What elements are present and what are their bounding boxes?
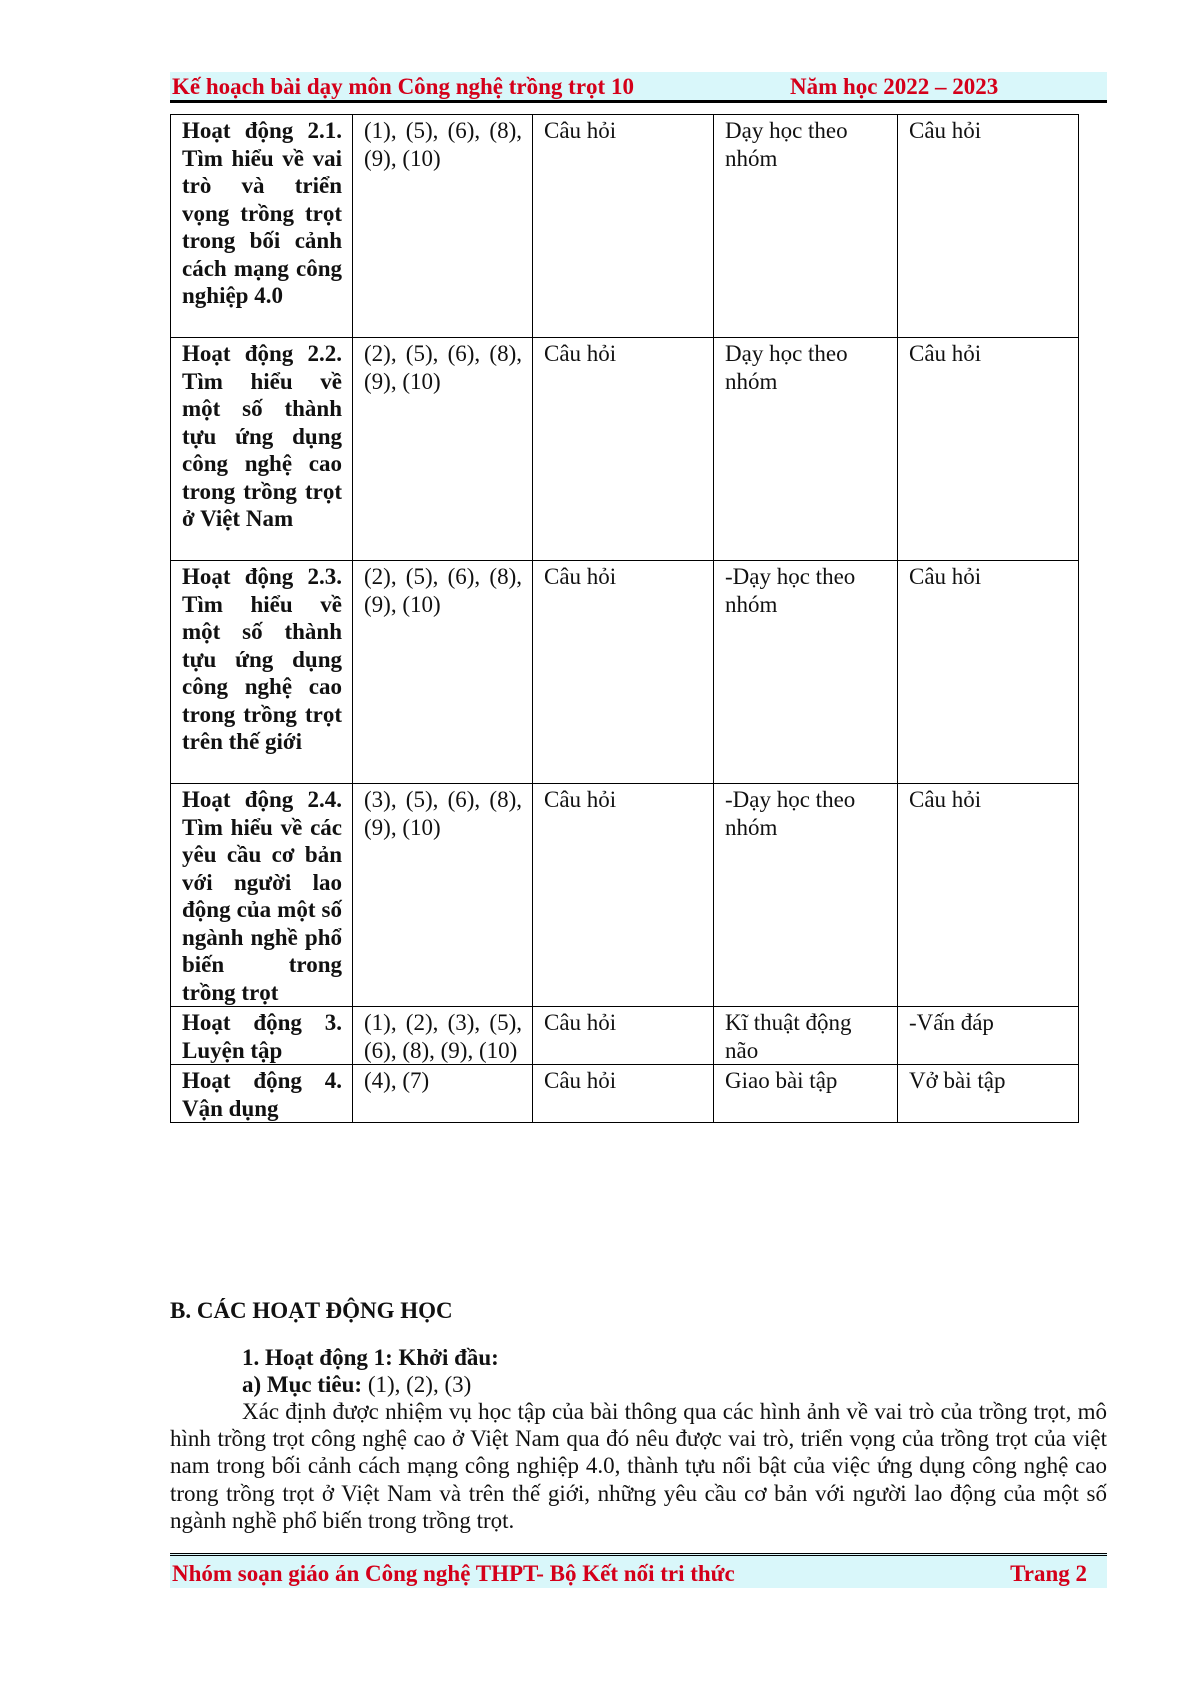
assessment-cell: Câu hỏi (898, 561, 1079, 784)
objectives-cell: (2), (5), (6), (8), (9), (10) (353, 338, 533, 561)
activity-cell: Hoạt động 4. Vận dụng (171, 1065, 353, 1123)
tool-cell: Câu hỏi (533, 115, 714, 338)
goal-line (242, 1372, 471, 1398)
assessment-cell: Vở bài tập (898, 1065, 1079, 1123)
activity-cell: Hoạt động 3. Luyện tập (171, 1007, 353, 1065)
page-header (170, 72, 1107, 103)
method-cell: Giao bài tập (714, 1065, 898, 1123)
activity-cell: Hoạt động 2.4. Tìm hiểu về các yêu cầu cơ bản với người lao động của một số ngành nghề phổ biến trong trồng trọt (171, 784, 353, 1007)
method-cell: Dạy học theo nhóm (714, 338, 898, 561)
tool-cell: Câu hỏi (533, 338, 714, 561)
objectives-cell: (1), (5), (6), (8), (9), (10) (353, 115, 533, 338)
header-school-year: Năm học 2022 – 2023 (790, 74, 999, 99)
goal-label: a) Mục tiêu: (242, 1372, 363, 1397)
assessment-cell: Câu hỏi (898, 784, 1079, 1007)
activity-cell: Hoạt động 2.2. Tìm hiểu về một số thành tựu ứng dụng công nghệ cao trong trồng trọt ở Việt Nam (171, 338, 353, 561)
method-cell: Dạy học theo nhóm (714, 115, 898, 338)
activity-cell: Hoạt động 2.3. Tìm hiểu về một số thành tựu ứng dụng công nghệ cao trong trồng trọt trên thế giới (171, 561, 353, 784)
tool-cell: Câu hỏi (533, 1065, 714, 1123)
table-row (171, 561, 1079, 784)
assessment-cell: Câu hỏi (898, 338, 1079, 561)
page-number: Trang 2 (1010, 1561, 1087, 1586)
assessment-cell: -Vấn đáp (898, 1007, 1079, 1065)
table-row (171, 784, 1079, 1007)
activity-table (170, 114, 1079, 1123)
table-row (171, 1007, 1079, 1065)
page-footer (170, 1553, 1107, 1588)
table-row (171, 115, 1079, 338)
tool-cell: Câu hỏi (533, 561, 714, 784)
method-cell: -Dạy học theo nhóm (714, 784, 898, 1007)
activity-heading: 1. Hoạt động 1: Khởi đầu: (242, 1345, 499, 1370)
footer-group-name: Nhóm soạn giáo án Công nghệ THPT- Bộ Kết nối tri thức (172, 1561, 735, 1586)
table-row (171, 338, 1079, 561)
tool-cell: Câu hỏi (533, 784, 714, 1007)
objectives-cell: (4), (7) (353, 1065, 533, 1123)
method-cell: Kĩ thuật động não (714, 1007, 898, 1065)
activity-cell: Hoạt động 2.1. Tìm hiểu về vai trò và triển vọng trồng trọt trong bối cảnh cách mạng công nghiệp 4.0 (171, 115, 353, 338)
objectives-cell: (1), (2), (3), (5), (6), (8), (9), (10) (353, 1007, 533, 1065)
objectives-cell: (3), (5), (6), (8), (9), (10) (353, 784, 533, 1007)
table-row (171, 1065, 1079, 1123)
method-cell: -Dạy học theo nhóm (714, 561, 898, 784)
goal-value: (1), (2), (3) (362, 1372, 472, 1397)
assessment-cell: Câu hỏi (898, 115, 1079, 338)
objectives-cell: (2), (5), (6), (8), (9), (10) (353, 561, 533, 784)
header-title: Kế hoạch bài dạy môn Công nghệ trồng trọt 10 (172, 74, 634, 99)
goal-paragraph: Xác định được nhiệm vụ học tập của bài thông qua các hình ảnh về vai trò của trồng trọt, mô hình trồng trọt công nghệ cao ở Việt Nam qua đó nêu được vai trò, triển vọng của trồng trọt của việt nam trong bối cảnh cách mạng công nghiệp 4.0, thành tựu nổi bật của việc ứng dụng công nghệ cao trong trồng trọt ở Việt Nam và trên thế giới, những yêu cầu cơ bản với người lao động của một số ngành nghề phổ biến trong trồng trọt. (170, 1399, 1107, 1533)
section-title: B. CÁC HOẠT ĐỘNG HỌC (170, 1298, 453, 1323)
tool-cell: Câu hỏi (533, 1007, 714, 1065)
